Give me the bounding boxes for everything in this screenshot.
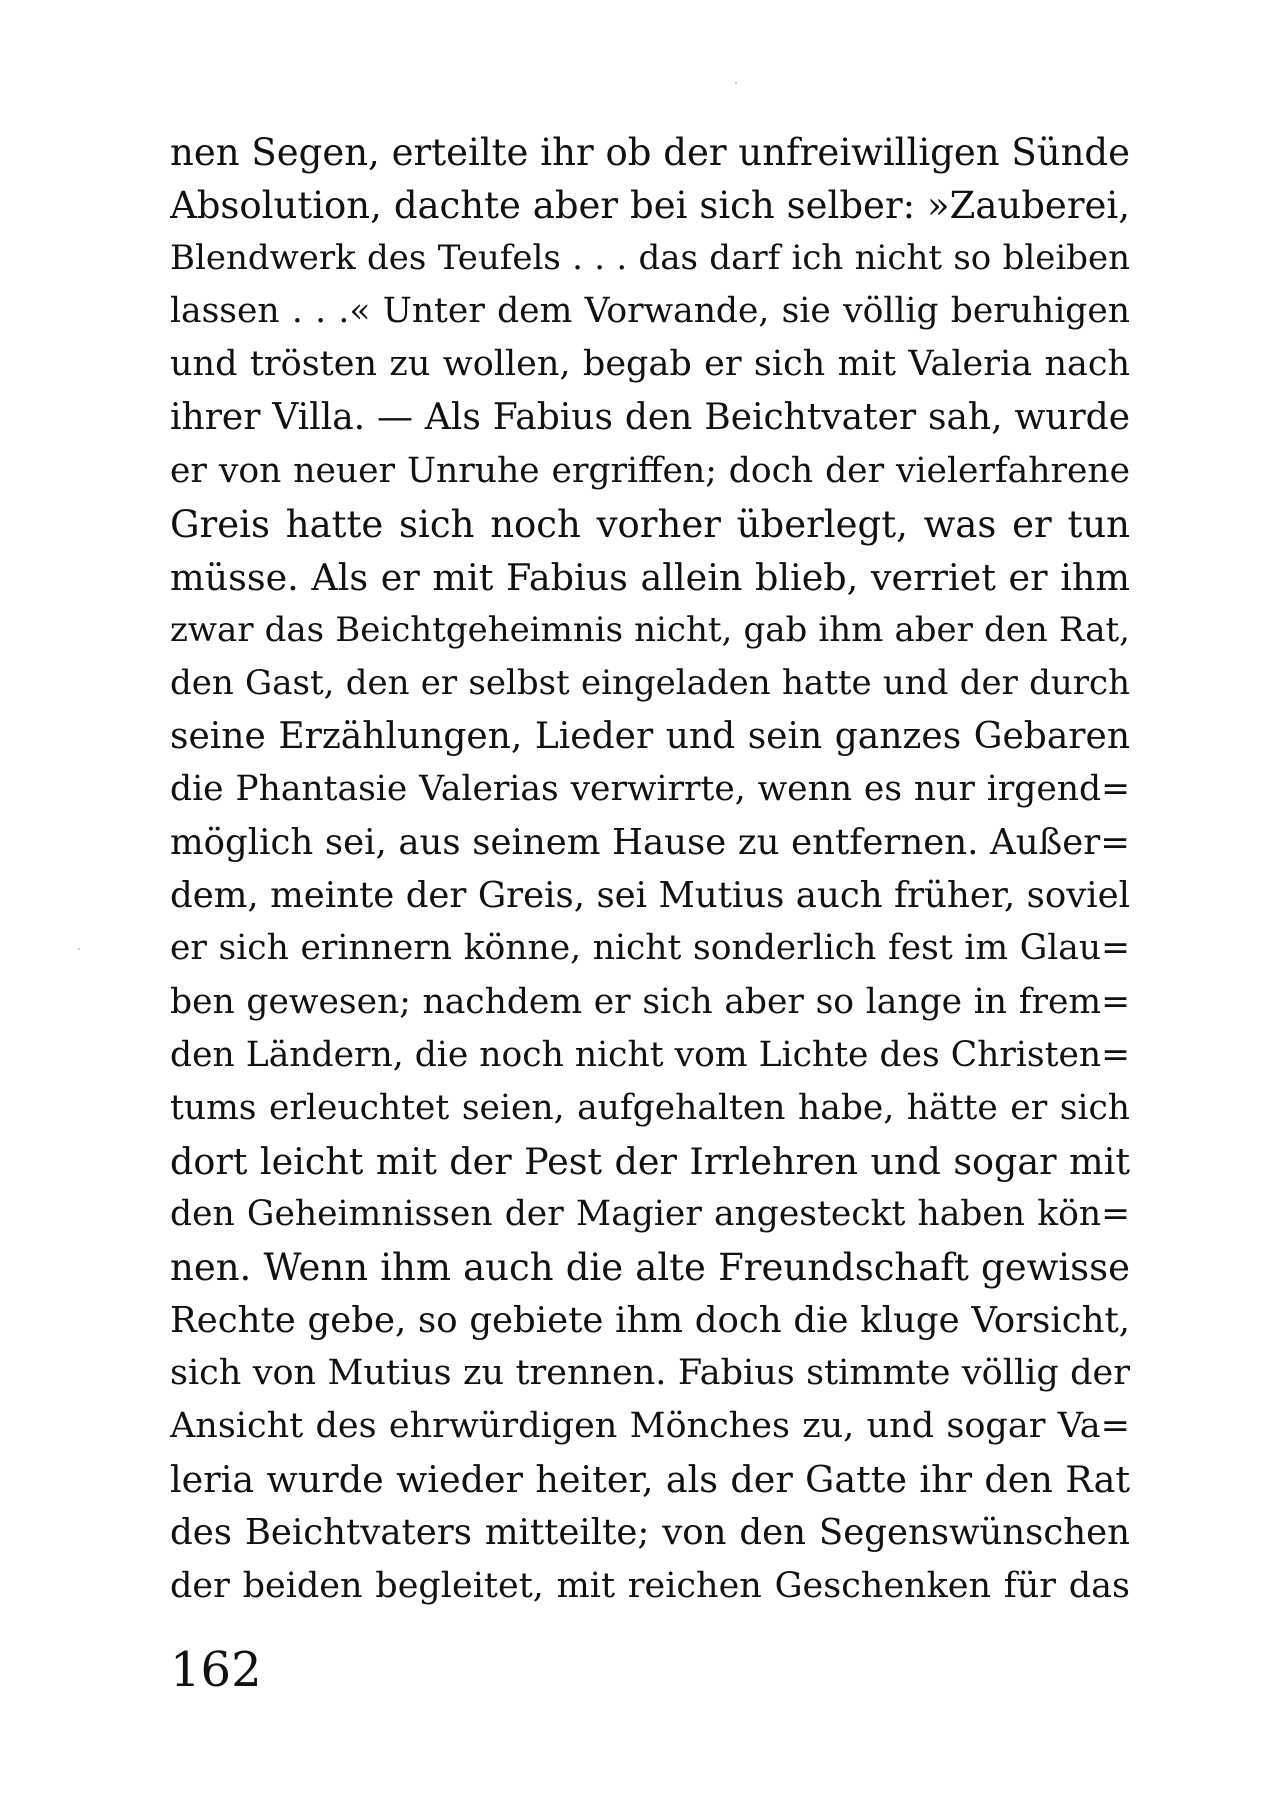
text-line: lassen . . .« Unter dem Vorwande, sie völlig beruhigen [170, 291, 1130, 332]
text-line: sich von Mutius zu trennen. Fabius stimmte völlig der [170, 1353, 1130, 1394]
text-line: dem, meinte der Greis, sei Mutius auch früher, soviel [170, 875, 1130, 917]
text-line: die Phantasie Valerias verwirrte, wenn es nur irgend= [170, 769, 1130, 810]
text-line: er sich erinnern könne, nicht sonderlich fest im Glau= [170, 928, 1130, 969]
text-line: Blendwerk des Teufels . . . das darf ich nicht so bleiben [170, 238, 1130, 279]
body-text [170, 126, 1130, 1613]
text-line: leria wurde wieder heiter, als der Gatte ihr den Rat [170, 1458, 1130, 1502]
text-line: nen Segen, erteilte ihr ob der unfreiwilligen Sünde [170, 131, 1130, 174]
text-line: seine Erzählungen, Lieder und sein ganzes Gebaren [170, 716, 1130, 758]
text-line: nen. Wenn ihm auch die alte Freundschaft gewisse [170, 1245, 1130, 1289]
text-line: müsse. Als er mit Fabius allein blieb, verriet er ihm [170, 555, 1130, 599]
text-line: Ansicht des ehrwürdigen Mönches zu, und sogar Va= [170, 1406, 1130, 1447]
text-line: dort leicht mit der Pest der Irrlehren und sogar mit [170, 1139, 1130, 1183]
text-line: Rechte gebe, so gebiete ihm doch die kluge Vorsicht, [170, 1300, 1130, 1342]
text-line: Absolution, dachte aber bei sich selber: »Zauberei, [170, 184, 1130, 228]
text-line: er von neuer Unruhe ergriffen; doch der vielerfahrene [170, 450, 1130, 491]
text-line: zwar das Beichtgeheimnis nicht, gab ihm aber den Rat, [170, 609, 1130, 650]
text-line: den Gast, den er selbst eingeladen hatte und der durch [170, 662, 1130, 703]
text-line: den Ländern, die noch nicht vom Lichte des Christen= [170, 1034, 1130, 1075]
text-line: den Geheimnissen der Magier angesteckt haben kön= [170, 1193, 1130, 1234]
text-line: und trösten zu wollen, begab er sich mit Valeria nach [170, 344, 1130, 385]
text-line: tums erleuchtet seien, aufgehalten habe, hätte er sich [170, 1087, 1130, 1128]
paper-speck [78, 948, 80, 950]
text-line: möglich sei, aus seinem Hause zu entfernen. Außer= [170, 822, 1130, 864]
paper-speck [735, 82, 737, 84]
text-line: der beiden begleitet, mit reichen Geschenken für das [170, 1565, 1130, 1606]
text-line: Greis hatte sich noch vorher überlegt, was er tun [170, 502, 1130, 546]
text-line: ihrer Villa. — Als Fabius den Beichtvater sah, wurde [170, 397, 1130, 439]
text-line: ben gewesen; nachdem er sich aber so lange in frem= [170, 981, 1130, 1022]
page-number: 162 [170, 1642, 262, 1698]
text-line: des Beichtvaters mitteilte; von den Segenswünschen [170, 1512, 1130, 1554]
